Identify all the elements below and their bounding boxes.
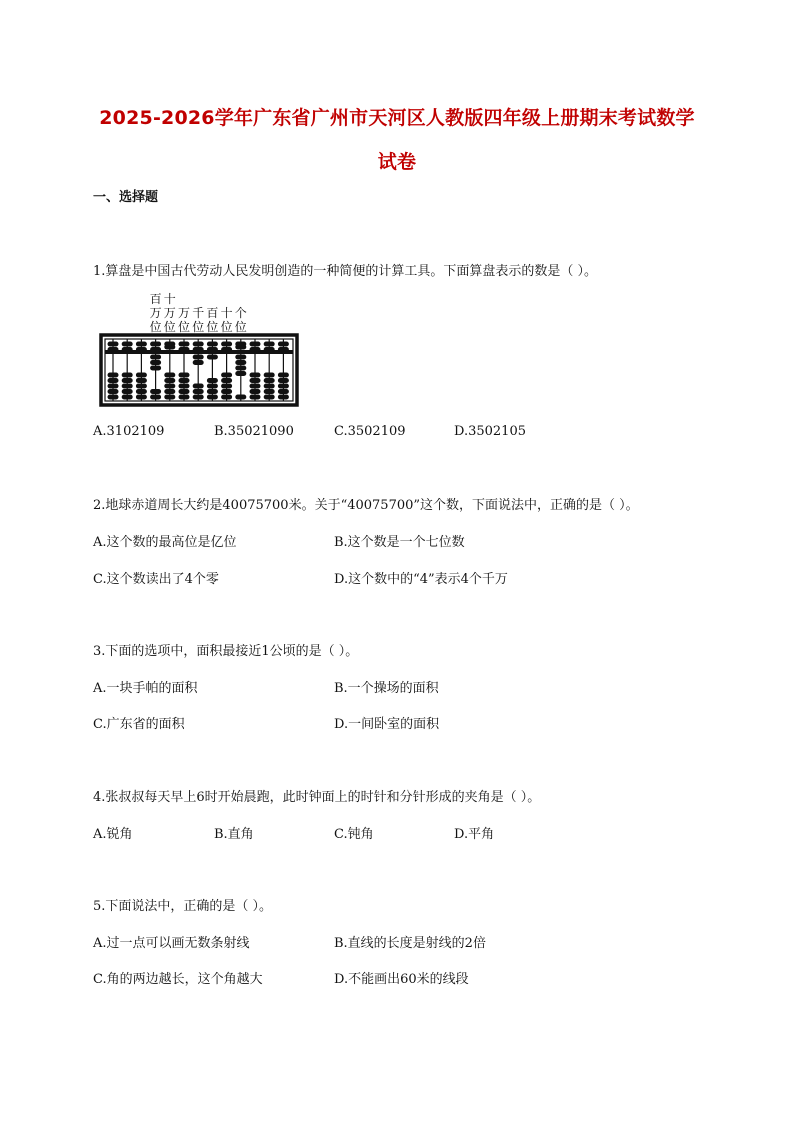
abacus-bead bbox=[164, 384, 175, 389]
abacus-bead bbox=[164, 389, 175, 394]
abacus-bead bbox=[150, 360, 161, 365]
question-4-option-b[interactable]: B.直角 bbox=[214, 827, 254, 842]
abacus-label-3 bbox=[178, 306, 190, 334]
question-1-option-a[interactable]: A.3102109 bbox=[93, 424, 165, 439]
svg-text:千: 千 bbox=[192, 306, 205, 320]
abacus-bead bbox=[250, 342, 261, 347]
abacus-label-1 bbox=[150, 292, 162, 334]
abacus-bead bbox=[264, 395, 275, 400]
abacus-bead bbox=[164, 378, 175, 383]
abacus-bead bbox=[278, 342, 289, 347]
abacus-bead bbox=[207, 395, 218, 400]
question-3-option-b[interactable]: B.一个操场的面积 bbox=[334, 681, 439, 696]
abacus-bead bbox=[221, 384, 232, 389]
section-heading: 一、选择题 bbox=[93, 190, 159, 205]
abacus-bead bbox=[108, 384, 119, 389]
abacus-bead bbox=[207, 378, 218, 383]
question-2-option-d[interactable]: D.这个数中的“4”表示4个千万 bbox=[334, 572, 508, 587]
abacus-bead bbox=[193, 384, 204, 389]
question-1-option-d[interactable]: D.3502105 bbox=[454, 424, 526, 439]
abacus-bead bbox=[164, 373, 175, 378]
question-5-option-a[interactable]: A.过一点可以画无数条射线 bbox=[93, 936, 250, 951]
question-5-option-b[interactable]: B.直线的长度是射线的2倍 bbox=[334, 936, 486, 951]
abacus-bead bbox=[278, 384, 289, 389]
abacus-bead bbox=[108, 378, 119, 383]
abacus-bead bbox=[278, 378, 289, 383]
abacus-bead bbox=[235, 366, 246, 371]
svg-text:位: 位 bbox=[234, 320, 247, 334]
svg-text:位: 位 bbox=[220, 320, 233, 334]
abacus-bead bbox=[122, 395, 133, 400]
abacus-bead bbox=[108, 347, 119, 352]
abacus-bead bbox=[150, 342, 161, 347]
abacus-column-labels bbox=[150, 291, 247, 334]
abacus-bead bbox=[250, 384, 261, 389]
abacus-bead bbox=[278, 347, 289, 352]
svg-text:万: 万 bbox=[149, 306, 162, 320]
abacus-bead bbox=[108, 389, 119, 394]
abacus-bead bbox=[122, 373, 133, 378]
abacus-bead bbox=[207, 342, 218, 347]
svg-text:位: 位 bbox=[192, 320, 205, 334]
svg-text:位: 位 bbox=[163, 320, 176, 334]
question-2-option-c[interactable]: C.这个数读出了4个零 bbox=[93, 572, 219, 587]
abacus-bead bbox=[193, 347, 204, 352]
abacus-bead bbox=[150, 347, 161, 352]
question-2-option-a[interactable]: A.这个数的最高位是亿位 bbox=[93, 535, 237, 550]
abacus-bead bbox=[221, 342, 232, 347]
abacus-bead bbox=[136, 384, 147, 389]
abacus-bead bbox=[264, 373, 275, 378]
svg-text:百: 百 bbox=[149, 292, 162, 306]
page-title: 2025-2026学年广东省广州市天河区人教版四年级上册期末考试数学试卷 bbox=[99, 107, 695, 173]
question-4-option-c[interactable]: C.钝角 bbox=[334, 827, 374, 842]
abacus-bead bbox=[207, 355, 218, 360]
abacus-bead bbox=[136, 389, 147, 394]
abacus-bead bbox=[221, 389, 232, 394]
abacus-bead bbox=[193, 360, 204, 365]
abacus-bead bbox=[164, 395, 175, 400]
question-2-stem: 2.地球赤道周长大约是40075700米。关于“40075700”这个数，下面说法中，正确的是（ ）。 bbox=[93, 498, 639, 513]
question-3-option-d[interactable]: D.一间卧室的面积 bbox=[334, 717, 440, 732]
abacus-bead bbox=[179, 342, 190, 347]
question-1-option-c[interactable]: C.3502109 bbox=[334, 424, 406, 439]
abacus-bead bbox=[108, 342, 119, 347]
question-2-option-b[interactable]: B.这个数是一个七位数 bbox=[334, 535, 465, 550]
abacus-bead bbox=[150, 395, 161, 400]
abacus-bead bbox=[221, 395, 232, 400]
abacus-bead bbox=[250, 373, 261, 378]
abacus-figure bbox=[99, 287, 299, 409]
svg-text:十: 十 bbox=[163, 292, 176, 306]
svg-text:位: 位 bbox=[206, 320, 219, 334]
abacus-bead bbox=[122, 347, 133, 352]
abacus-bead bbox=[150, 389, 161, 394]
abacus-bead bbox=[150, 366, 161, 371]
abacus-bead bbox=[122, 384, 133, 389]
abacus-bead bbox=[164, 345, 175, 350]
abacus-label-2 bbox=[164, 291, 176, 334]
svg-text:百: 百 bbox=[206, 306, 219, 320]
abacus-bead bbox=[179, 395, 190, 400]
abacus-bead bbox=[108, 373, 119, 378]
abacus-bead bbox=[136, 378, 147, 383]
abacus-bead bbox=[264, 342, 275, 347]
question-4-option-d[interactable]: D.平角 bbox=[454, 827, 495, 842]
abacus-bead bbox=[179, 347, 190, 352]
abacus-label-4 bbox=[192, 306, 204, 334]
question-3-option-a[interactable]: A.一块手帕的面积 bbox=[93, 681, 198, 696]
abacus-bead bbox=[250, 378, 261, 383]
abacus-bead bbox=[264, 347, 275, 352]
abacus-bead bbox=[122, 342, 133, 347]
abacus-bead bbox=[136, 347, 147, 352]
abacus-bead bbox=[235, 355, 246, 360]
svg-text:万: 万 bbox=[163, 306, 176, 320]
abacus-bead bbox=[193, 389, 204, 394]
abacus-bead bbox=[207, 347, 218, 352]
question-5-option-c[interactable]: C.角的两边越长，这个角越大 bbox=[93, 972, 263, 987]
abacus-bead bbox=[179, 389, 190, 394]
abacus-bead bbox=[278, 389, 289, 394]
svg-text:万: 万 bbox=[177, 306, 191, 320]
question-5-stem: 5.下面说法中，正确的是（ ）。 bbox=[93, 899, 273, 914]
abacus-bead bbox=[235, 395, 246, 400]
abacus-bead bbox=[221, 378, 232, 383]
question-4-stem: 4.张叔叔每天早上6时开始晨跑，此时钟面上的时针和分针形成的夹角是（ ）。 bbox=[93, 790, 541, 805]
abacus-bead bbox=[136, 395, 147, 400]
abacus-label-6 bbox=[221, 305, 233, 334]
abacus-bead bbox=[235, 371, 246, 376]
abacus-bead bbox=[250, 395, 261, 400]
abacus-bead bbox=[207, 384, 218, 389]
question-4-option-a[interactable]: A.锐角 bbox=[93, 827, 133, 842]
question-3-option-c[interactable]: C.广东省的面积 bbox=[93, 717, 185, 732]
abacus-bead bbox=[193, 342, 204, 347]
abacus-bead bbox=[207, 389, 218, 394]
abacus-bead bbox=[250, 389, 261, 394]
abacus-label-7 bbox=[235, 306, 247, 334]
abacus-bead bbox=[108, 395, 119, 400]
svg-text:十: 十 bbox=[220, 306, 233, 320]
question-1-option-b[interactable]: B.35021090 bbox=[214, 424, 294, 439]
abacus-bead bbox=[122, 378, 133, 383]
abacus-bead bbox=[221, 347, 232, 352]
abacus-label-5 bbox=[206, 306, 218, 334]
question-5-option-d[interactable]: D.不能画出60米的线段 bbox=[334, 972, 469, 987]
abacus-bead bbox=[179, 384, 190, 389]
abacus-bead bbox=[278, 395, 289, 400]
svg-text:位: 位 bbox=[149, 320, 162, 334]
question-3-stem: 3.下面的选项中，面积最接近1公顷的是（ ）。 bbox=[93, 644, 359, 659]
abacus-bead bbox=[179, 378, 190, 383]
question-1-stem: 1.算盘是中国古代劳动人民发明创造的一种简便的计算工具。下面算盘表示的数是（ ）。 bbox=[93, 264, 598, 279]
abacus-bead bbox=[264, 389, 275, 394]
abacus-bead bbox=[221, 373, 232, 378]
abacus-bead bbox=[264, 378, 275, 383]
abacus-bead bbox=[235, 345, 246, 350]
abacus-bead bbox=[235, 360, 246, 365]
abacus-bead bbox=[250, 347, 261, 352]
abacus-bead bbox=[136, 342, 147, 347]
abacus-bead bbox=[150, 355, 161, 360]
abacus-bead bbox=[193, 395, 204, 400]
abacus-bead bbox=[193, 355, 204, 360]
svg-text:位: 位 bbox=[177, 320, 191, 334]
abacus-bead bbox=[264, 384, 275, 389]
abacus-bead bbox=[278, 373, 289, 378]
abacus-bead bbox=[122, 389, 133, 394]
svg-text:个: 个 bbox=[234, 306, 247, 320]
abacus-bead bbox=[179, 373, 190, 378]
abacus-bead bbox=[136, 373, 147, 378]
